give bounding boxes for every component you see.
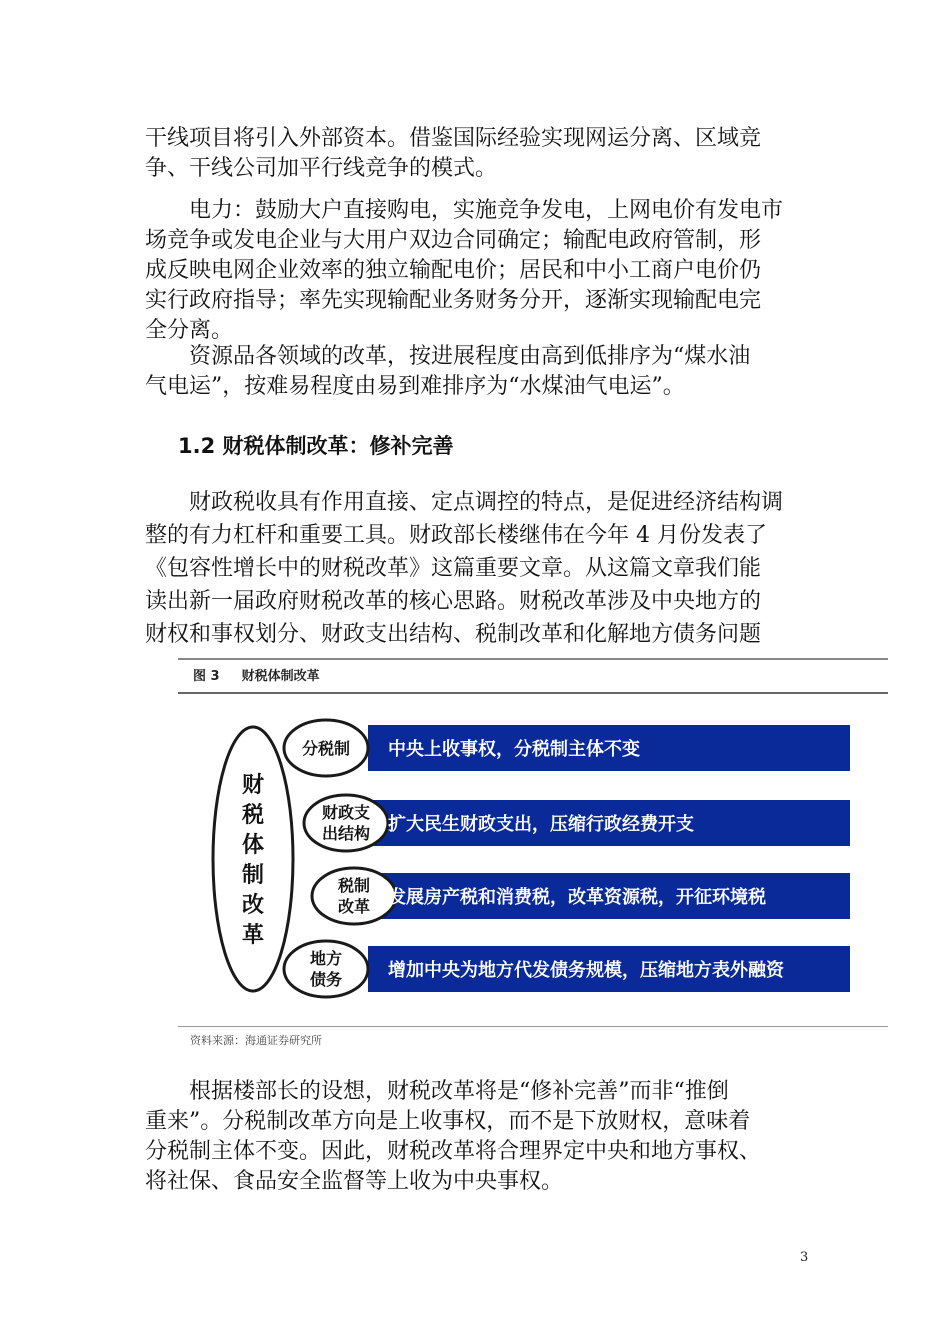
center-label-char: 体 <box>241 832 265 858</box>
figure-fiscal-reform <box>178 656 888 1051</box>
paragraph-minister-vision: 根据楼部长的设想，财税改革将是“修补完善”而非“推倒 重来”。分税制改革方向是上收事权，而不是下放财权，意味着 分税制主体不变。因此，财税改革将合理界定中央和地方事权、 将社保、食品安全监督等上收为中央事权。 <box>145 1079 762 1194</box>
paragraph-fiscal-intro: 财政税收具有作用直接、定点调控的特点，是促进经济结构调 整的有力杠杆和重要工具。财政部长楼继伟在今年 4 月份发表了 《包容性增长中的财税改革》这篇重要文章。从这篇文章我们能 读出新一届政府财税改革的核心思路。财税改革涉及中央地方的 财权和事权划分、财政支出结构、税制改革和化解地方债务问题 <box>145 490 784 647</box>
center-label-char: 改 <box>241 892 265 918</box>
paragraph-resource-ranking: 资源品各领域的改革，按进展程度由高到低排序为“煤水油 气电运”，按难易程度由易到难排序为“水煤油气电运”。 <box>145 344 751 399</box>
center-ellipse <box>213 727 293 991</box>
figure-title <box>193 665 320 684</box>
reform-topic-label: 地方 <box>309 949 343 968</box>
reform-row <box>284 941 850 997</box>
figure-top-rule <box>178 658 888 660</box>
figure-bottom-rule <box>178 1026 888 1027</box>
reform-topic-label: 税制 <box>337 876 371 895</box>
reform-bar-text: 发展房产税和消费税，改革资源税，开征环境税 <box>388 887 766 908</box>
reform-topic-label: 出结构 <box>321 824 371 843</box>
reform-row <box>312 868 850 924</box>
center-label-char: 革 <box>241 922 265 948</box>
center-label-char: 制 <box>241 862 265 888</box>
figure-title-rule <box>178 692 888 694</box>
reform-topic-label: 分税制 <box>301 739 351 758</box>
reform-bar-text: 扩大民生财政支出，压缩行政经费开支 <box>388 814 694 835</box>
reform-topic-label: 债务 <box>309 970 343 989</box>
fiscal-reform-diagram <box>178 696 888 1026</box>
reform-topic-label: 改革 <box>337 897 371 916</box>
center-label-char: 财 <box>241 772 265 798</box>
section-heading: 1.2 财税体制改革：修补完善 <box>178 434 454 458</box>
center-label-char: 税 <box>241 802 265 828</box>
figure-title-text: 财税体制改革 <box>241 669 320 684</box>
paragraph-electricity: 电力：鼓励大户直接购电，实施竞争发电，上网电价有发电市 场竞争或发电企业与大用户双边合同确定；输配电政府管制，形 成反映电网企业效率的独立输配电价；居民和中小工商户电价仍 实行政府指导；率先实现输配业务财务分开，逐渐实现输配电完 全分离。 <box>145 198 784 343</box>
reform-row <box>304 795 850 851</box>
reform-topic-label: 财政支 <box>321 803 371 822</box>
figure-number: 图 3 <box>193 669 220 684</box>
page-number: 3 <box>800 1250 809 1265</box>
reform-bar-text: 增加中央为地方代发债务规模，压缩地方表外融资 <box>388 960 784 981</box>
reform-row <box>284 720 850 776</box>
figure-source: 资料来源：海通证券研究所 <box>190 1034 322 1047</box>
reform-bar-text: 中央上收事权，分税制主体不变 <box>388 739 640 760</box>
paragraph-railway: 干线项目将引入外部资本。借鉴国际经验实现网运分离、区域竞 争、干线公司加平行线竞争的模式。 <box>145 126 762 181</box>
